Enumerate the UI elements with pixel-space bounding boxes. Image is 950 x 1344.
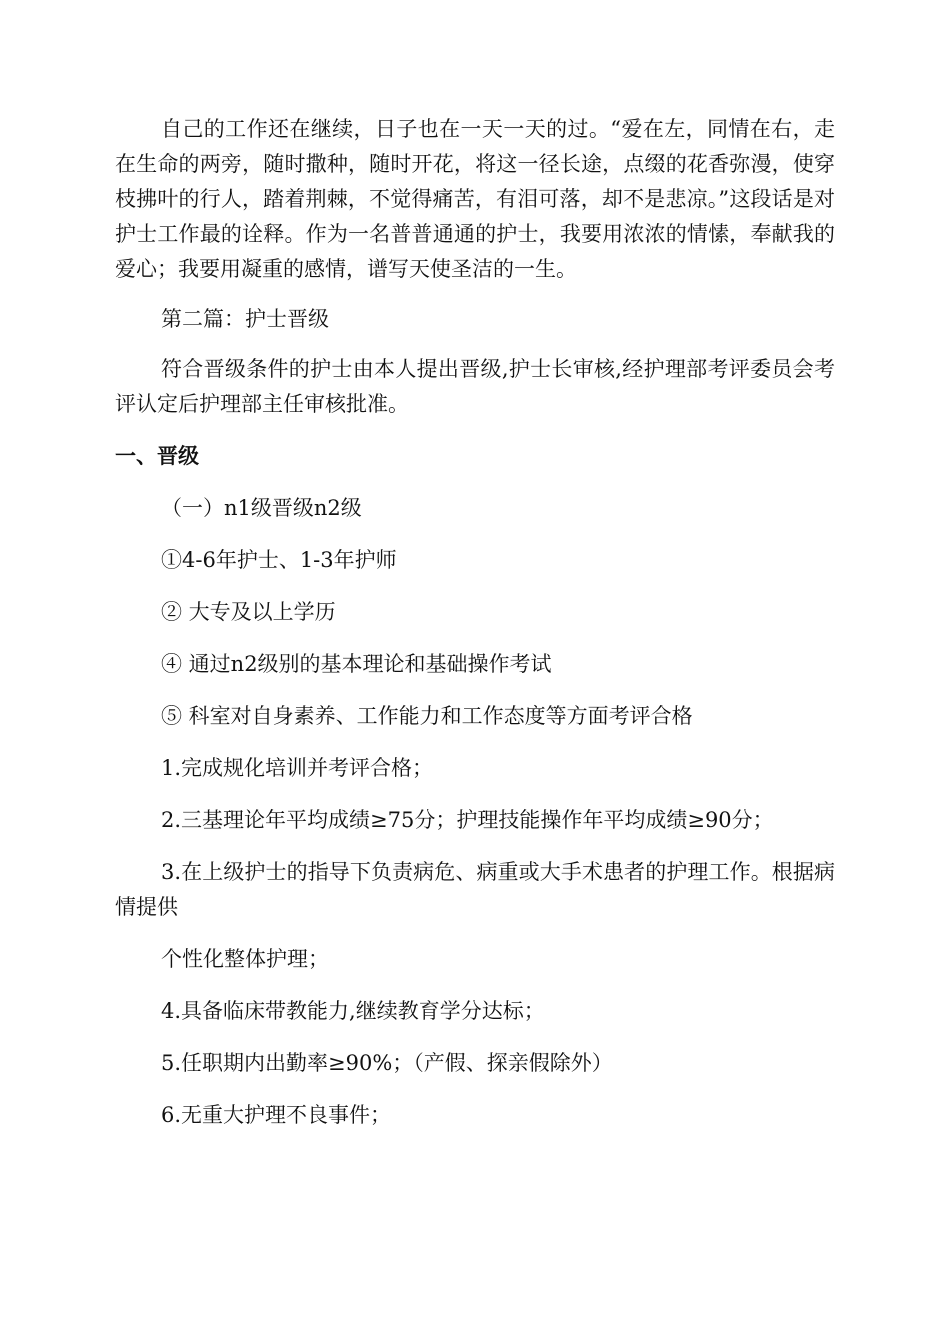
condition-item: ④ 通过n2级别的基本理论和基础操作考试 xyxy=(161,652,552,676)
document-page xyxy=(115,112,835,1133)
requirement-item: 1.完成规化培训并考评合格； xyxy=(161,756,434,780)
requirement-item: 5.任职期内出勤率≥90%；（产假、探亲假除外） xyxy=(161,1051,613,1075)
requirement-item: 3.在上级护士的指导下负责病危、病重或大手术患者的护理工作。根据病情提供 xyxy=(115,860,835,919)
requirement-item: 个性化整体护理； xyxy=(161,947,329,971)
chapter-title: 第二篇：护士晋级 xyxy=(161,307,329,331)
section-subheading: （一）n1级晋级n2级 xyxy=(161,496,362,520)
condition-item: ② 大专及以上学历 xyxy=(161,600,336,624)
section-heading: 一、晋级 xyxy=(115,444,199,468)
condition-item: ①4-6年护士、1-3年护师 xyxy=(161,548,397,572)
requirement-item: 4.具备临床带教能力,继续教育学分达标； xyxy=(161,999,545,1023)
condition-item: ⑤ 科室对自身素养、工作能力和工作态度等方面考评合格 xyxy=(161,704,693,728)
requirement-item: 6.无重大护理不良事件； xyxy=(161,1103,392,1127)
intro-paragraph: 自己的工作还在继续，日子也在一天一天的过。“爱在左，同情在右，走在生命的两旁，随时撒种，随时开花，将这一径长途，点缀的花香弥漫，使穿枝拂叶的行人，踏着荆棘，不觉得痛苦，有泪可落，却不是悲凉。”这段话是对护士工作最的诠释。作为一名普普通通的护士，我要用浓浓的情愫，奉献我的爱心；我要用凝重的感情，谱写天使圣洁的一生。 xyxy=(115,117,835,281)
chapter-intro-paragraph: 符合晋级条件的护士由本人提出晋级,护士长审核,经护理部考评委员会考评认定后护理部主任审核批准。 xyxy=(115,357,835,416)
requirement-item: 2.三基理论年平均成绩≥75分；护理技能操作年平均成绩≥90分； xyxy=(161,808,774,832)
